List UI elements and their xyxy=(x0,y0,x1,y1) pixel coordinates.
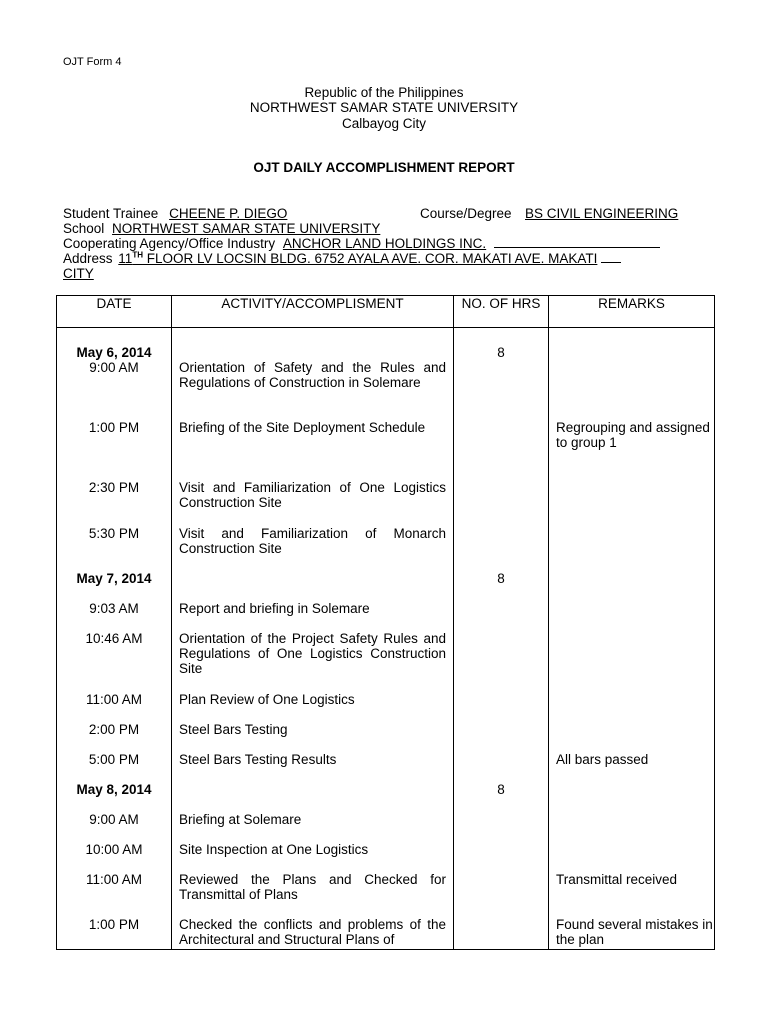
table-row xyxy=(57,601,715,631)
row-activity: Orientation of Safety and the Rules and Regulations of Construction in Solemare xyxy=(172,360,454,420)
form-number-label: OJT Form 4 xyxy=(63,56,122,68)
report-title: OJT DAILY ACCOMPLISHMENT REPORT xyxy=(253,160,515,175)
row-remarks: Transmittal received xyxy=(549,872,715,917)
row-remarks xyxy=(549,571,715,601)
row-time: 9:00 AM xyxy=(57,360,172,420)
row-remarks xyxy=(549,631,715,692)
row-hours xyxy=(454,360,549,420)
row-hours xyxy=(454,917,549,949)
table-header-row xyxy=(57,296,715,328)
row-hours xyxy=(454,601,549,631)
row-remarks xyxy=(549,782,715,812)
table-row xyxy=(57,420,715,480)
row-hours: 8 xyxy=(454,328,549,361)
row-hours: 8 xyxy=(454,782,549,812)
row-hours: 8 xyxy=(454,571,549,601)
address-line-2 xyxy=(63,266,94,281)
table-row xyxy=(57,526,715,571)
table-row xyxy=(57,692,715,722)
address-blank-line xyxy=(601,251,621,263)
row-time: 9:00 AM xyxy=(57,812,172,842)
table-row xyxy=(57,360,715,420)
row-time: 11:00 AM xyxy=(57,692,172,722)
table-row xyxy=(57,917,715,949)
row-activity: Briefing of the Site Deployment Schedule xyxy=(172,420,454,480)
agency-value: ANCHOR LAND HOLDINGS INC. xyxy=(282,236,487,251)
header-city: Calbayog City xyxy=(341,116,427,131)
row-remarks xyxy=(549,842,715,872)
row-hours xyxy=(454,631,549,692)
row-activity: Orientation of the Project Safety Rules and Regulations of One Logistics Construction Site xyxy=(172,631,454,692)
row-activity xyxy=(172,571,454,601)
header-hours: NO. OF HRS xyxy=(454,296,549,328)
trainee-label: Student Trainee xyxy=(63,206,159,221)
row-remarks xyxy=(549,601,715,631)
row-remarks xyxy=(549,328,715,361)
row-activity: Checked the conflicts and problems of the Architectural and Structural Plans of xyxy=(172,917,454,949)
row-activity: Report and briefing in Solemare xyxy=(172,601,454,631)
address-value: 11TH FLOOR LV LOCSIN BLDG. 6752 AYALA AVE. COR. MAKATI AVE. MAKATI xyxy=(118,250,598,266)
row-hours xyxy=(454,722,549,752)
row-remarks xyxy=(549,526,715,571)
row-remarks xyxy=(549,722,715,752)
table-row xyxy=(57,782,715,812)
trainee-line xyxy=(63,206,679,221)
school-label: School xyxy=(63,221,105,236)
row-activity: Reviewed the Plans and Checked for Transmittal of Plans xyxy=(172,872,454,917)
address-label: Address xyxy=(63,251,113,266)
row-activity: Steel Bars Testing Results xyxy=(172,752,454,782)
row-time: 5:30 PM xyxy=(57,526,172,571)
row-time: 10:46 AM xyxy=(57,631,172,692)
row-remarks xyxy=(549,360,715,420)
table-row xyxy=(57,872,715,917)
header-activity: ACTIVITY/ACCOMPLISMENT xyxy=(172,296,454,328)
school-value: NORTHWEST SAMAR STATE UNIVERSITY xyxy=(112,221,381,236)
header-date: DATE xyxy=(57,296,172,328)
table-row xyxy=(57,480,715,526)
school-line xyxy=(63,221,380,236)
table-row xyxy=(57,752,715,782)
row-activity xyxy=(172,328,454,361)
row-remarks: Found several mistakes in the plan xyxy=(549,917,715,949)
table-row xyxy=(57,842,715,872)
row-activity: Steel Bars Testing xyxy=(172,722,454,752)
agency-label: Cooperating Agency/Office Industry xyxy=(63,236,276,251)
row-remarks xyxy=(549,812,715,842)
row-remarks: All bars passed xyxy=(549,752,715,782)
row-activity xyxy=(172,782,454,812)
address-value-cont: CITY xyxy=(63,266,94,281)
row-remarks xyxy=(549,480,715,526)
table-row xyxy=(57,812,715,842)
table-row xyxy=(57,328,715,361)
address-line xyxy=(63,251,621,266)
row-activity: Site Inspection at One Logistics xyxy=(172,842,454,872)
row-time: 1:00 PM xyxy=(57,420,172,480)
accomplishment-table xyxy=(56,295,715,950)
row-hours xyxy=(454,420,549,480)
row-activity: Visit and Familiarization of One Logistics Construction Site xyxy=(172,480,454,526)
row-time: 10:00 AM xyxy=(57,842,172,872)
row-date: May 6, 2014 xyxy=(57,328,172,361)
row-hours xyxy=(454,752,549,782)
row-remarks: Regrouping and assigned to group 1 xyxy=(549,420,715,480)
header-university: NORTHWEST SAMAR STATE UNIVERSITY xyxy=(249,100,519,115)
row-time: 2:00 PM xyxy=(57,722,172,752)
agency-blank-line xyxy=(494,236,660,248)
row-time: 9:03 AM xyxy=(57,601,172,631)
trainee-value: CHEENE P. DIEGO xyxy=(169,206,288,221)
row-hours xyxy=(454,526,549,571)
row-time: 1:00 PM xyxy=(57,917,172,949)
row-hours xyxy=(454,480,549,526)
row-hours xyxy=(454,812,549,842)
row-time: 5:00 PM xyxy=(57,752,172,782)
row-date: May 8, 2014 xyxy=(57,782,172,812)
row-time: 11:00 AM xyxy=(57,872,172,917)
header-remarks: REMARKS xyxy=(549,296,715,328)
table-row xyxy=(57,571,715,601)
course-label: Course/Degree xyxy=(420,206,512,221)
table-row xyxy=(57,722,715,752)
header-republic: Republic of the Philippines xyxy=(304,85,464,100)
row-hours xyxy=(454,872,549,917)
course-value: BS CIVIL ENGINEERING xyxy=(525,206,679,221)
table-row xyxy=(57,631,715,692)
agency-line xyxy=(63,236,660,251)
row-hours xyxy=(454,692,549,722)
row-hours xyxy=(454,842,549,872)
row-activity: Plan Review of One Logistics xyxy=(172,692,454,722)
row-activity: Briefing at Solemare xyxy=(172,812,454,842)
row-remarks xyxy=(549,692,715,722)
row-activity: Visit and Familiarization of Monarch Construction Site xyxy=(172,526,454,571)
row-date: May 7, 2014 xyxy=(57,571,172,601)
row-time: 2:30 PM xyxy=(57,480,172,526)
